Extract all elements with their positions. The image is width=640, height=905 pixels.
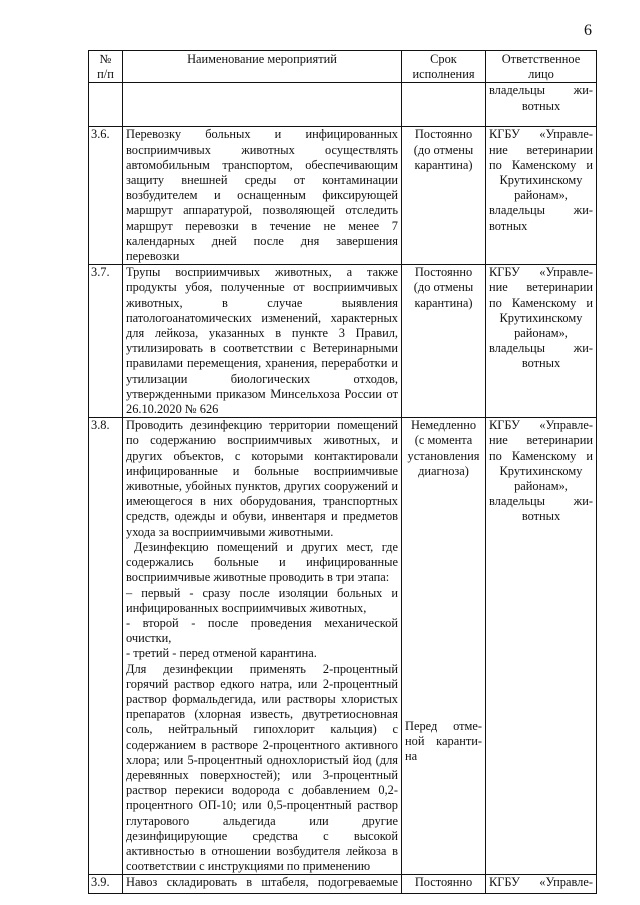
event-paragraph: – первый - сразу после изоляции больных и инфицированных восприимчивых животных, xyxy=(126,585,398,615)
table-row xyxy=(89,875,597,894)
cell-event: Трупы восприимчивых животных, а также продукты убоя, полученные от восприимчивых животных, в случае выявления патологоанатомических изменений, характерных для лейкоза, указанных в пункте 3 Правил, утилизировать в соответствии с Ветеринарными правилами перемещения, хранения, переработки и утилизации биологических отходов, утвержденными приказом Минсельхоза России от 26.10.2020 № 626 xyxy=(123,265,402,418)
page-number: 6 xyxy=(584,22,592,39)
cell-term: Немедленно (с момента установления диагноза) Перед отме- ной каранти- на xyxy=(402,418,486,875)
header-responsible: Ответственное лицо xyxy=(486,51,597,83)
event-paragraph: - второй - после проведения механической очистки, xyxy=(126,615,398,646)
table-row-continuation xyxy=(89,83,597,127)
cell-event xyxy=(123,83,402,127)
term-second: Перед отме- ной каранти- на xyxy=(405,719,482,764)
cell-num: 3.8. xyxy=(89,418,123,875)
cell-num xyxy=(89,83,123,127)
event-paragraph: Проводить дезинфекцию территории помещений по содержанию восприимчивых животных, и других объектов, с которыми контактировали инфицированные и больные восприимчивые животные, убойных пунктов, других сооружений и имеющегося в них оборудования, транспортных средств, одежды и обуви, инвентаря и предметов ухода за восприимчивыми животными. xyxy=(126,418,398,539)
measures-table xyxy=(88,50,597,894)
header-num: № п/п xyxy=(89,51,123,83)
header-event: Наименование мероприятий xyxy=(123,51,402,83)
cell-event xyxy=(123,418,402,875)
cell-term: Постоянно (до отмены карантина) xyxy=(402,127,486,265)
table-row xyxy=(89,127,597,265)
cell-responsible: КГБУ «Управле- xyxy=(486,875,597,894)
cell-event: Перевозку больных и инфицированных восприимчивых животных осуществлять автомобильным транспортом, обеспечивающим защиту внешней среды от контаминации возбудителем и оснащенным фиксирующей маршрут аппаратурой, позволяющей отследить маршрут перевозки в течение не менее 7 календарных дней после дня завершения перевозки xyxy=(123,127,402,265)
table-row xyxy=(89,418,597,875)
cell-event: Навоз складировать в штабеля, подогреваемые xyxy=(123,875,402,894)
cell-responsible: владельцы жи- вотных xyxy=(486,83,597,127)
cell-num: 3.7. xyxy=(89,265,123,418)
cell-num: 3.9. xyxy=(89,875,123,894)
header-term: Срок исполнения xyxy=(402,51,486,83)
cell-responsible: КГБУ «Управле- ние ветеринарии по Каменскому и Крутихинскому районам», владельцы жи- вотных xyxy=(486,265,597,418)
table-header-row xyxy=(89,51,597,83)
event-paragraph: Дезинфекцию помещений и других мест, где содержались больные и инфицированные восприимчивые животные проводить в три этапа: xyxy=(126,539,398,585)
cell-term: Постоянно (до отмены карантина) xyxy=(402,265,486,418)
table-row xyxy=(89,265,597,418)
cell-num: 3.6. xyxy=(89,127,123,265)
event-paragraph: - третий - перед отменой карантина. xyxy=(126,646,317,661)
cell-responsible: КГБУ «Управле- ние ветеринарии по Каменскому и Крутихинскому районам», владельцы жи- вотных xyxy=(486,418,597,875)
event-paragraph: Для дезинфекции применять 2-процентный горячий раствор едкого натра, или 2-процентный раствор формальдегида, или растворы хлористых препаратов (хлорная известь, двутретиосновная соль, нейтральный гипохлорит кальция) с содержанием в растворе 2-процентного активного хлора; или 5-процентный однохлористый йод (для деревянных поверхностей); или 3-процентный раствор перекиси водорода с добавлением 0,2-процентного ОП-10; или 0,5-процентный раствор глутарового альдегида или другие дезинфицирующие средства с высокой активностью в отношении возбудителя лейкоза в соответствии с инструкциями по применению xyxy=(126,661,398,874)
cell-term xyxy=(402,83,486,127)
cell-responsible: КГБУ «Управле- ние ветеринарии по Каменскому и Крутихинскому районам», владельцы жи- вотных xyxy=(486,127,597,265)
cell-term: Постоянно xyxy=(402,875,486,894)
